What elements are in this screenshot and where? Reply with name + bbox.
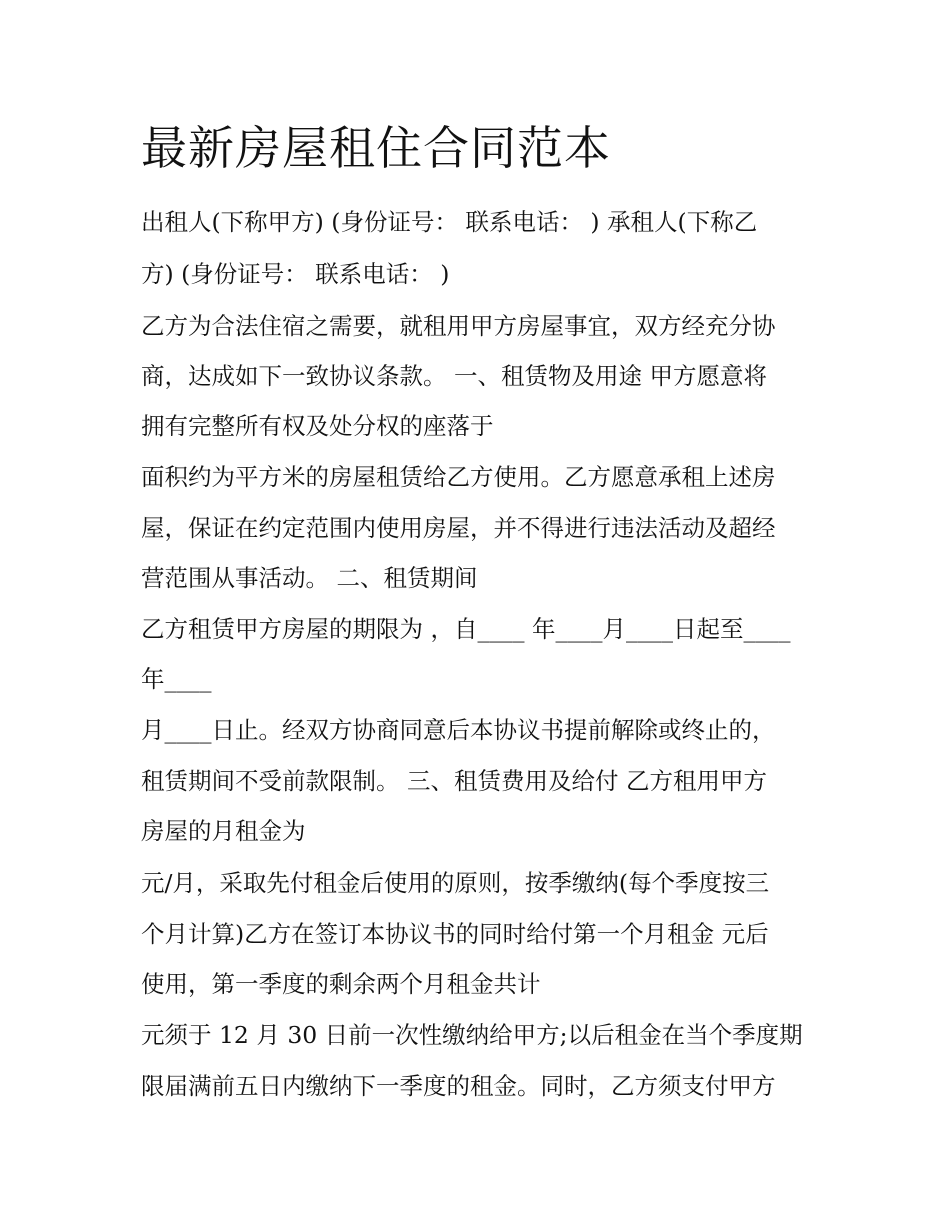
- contract-line: 乙方租赁甲方房屋的期限为 ，自____ 年____月____日起至____: [141, 615, 791, 643]
- contract-line: 月____日止。经双方协商同意后本协议书提前解除或终止的，: [141, 716, 776, 744]
- contract-line: 使用，第一季度的剩余两个月租金共计: [141, 970, 541, 998]
- contract-line: 限届满前五日内缴纳下一季度的租金。同时，乙方须支付甲方: [141, 1072, 776, 1100]
- contract-line: 年____: [141, 665, 212, 693]
- contract-line: 个月计算)乙方在签订本协议书的同时给付第一个月租金 元后: [141, 920, 769, 948]
- contract-line: 元须于 12 月 30 日前一次性缴纳给甲方;以后租金在当个季度期: [141, 1021, 803, 1049]
- contract-line: 租赁期间不受前款限制。 三、租赁费用及给付 乙方租用甲方: [141, 767, 767, 795]
- contract-line: 乙方为合法住宿之需要，就租用甲方房屋事宜，双方经充分协: [141, 312, 776, 340]
- contract-line: 商，达成如下一致协议条款。 一、租赁物及用途 甲方愿意将: [141, 362, 767, 390]
- contract-line: 营范围从事活动。 二、租赁期间: [141, 564, 478, 592]
- contract-line: 房屋的月租金为: [141, 817, 306, 845]
- contract-line: 屋，保证在约定范围内使用房屋，并不得进行违法活动及超经: [141, 514, 776, 542]
- contract-line: 出租人(下称甲方) (身份证号： 联系电话： ) 承租人(下称乙: [141, 208, 758, 236]
- contract-line: 方) (身份证号： 联系电话： ): [141, 260, 450, 288]
- contract-line: 拥有完整所有权及处分权的座落于: [141, 412, 494, 440]
- contract-line: 面积约为平方米的房屋租赁给乙方使用。乙方愿意承租上述房: [141, 463, 776, 491]
- contract-line: 元/月，采取先付租金后使用的原则，按季缴纳(每个季度按三: [141, 869, 770, 897]
- document-title: 最新房屋租住合同范本: [141, 121, 611, 175]
